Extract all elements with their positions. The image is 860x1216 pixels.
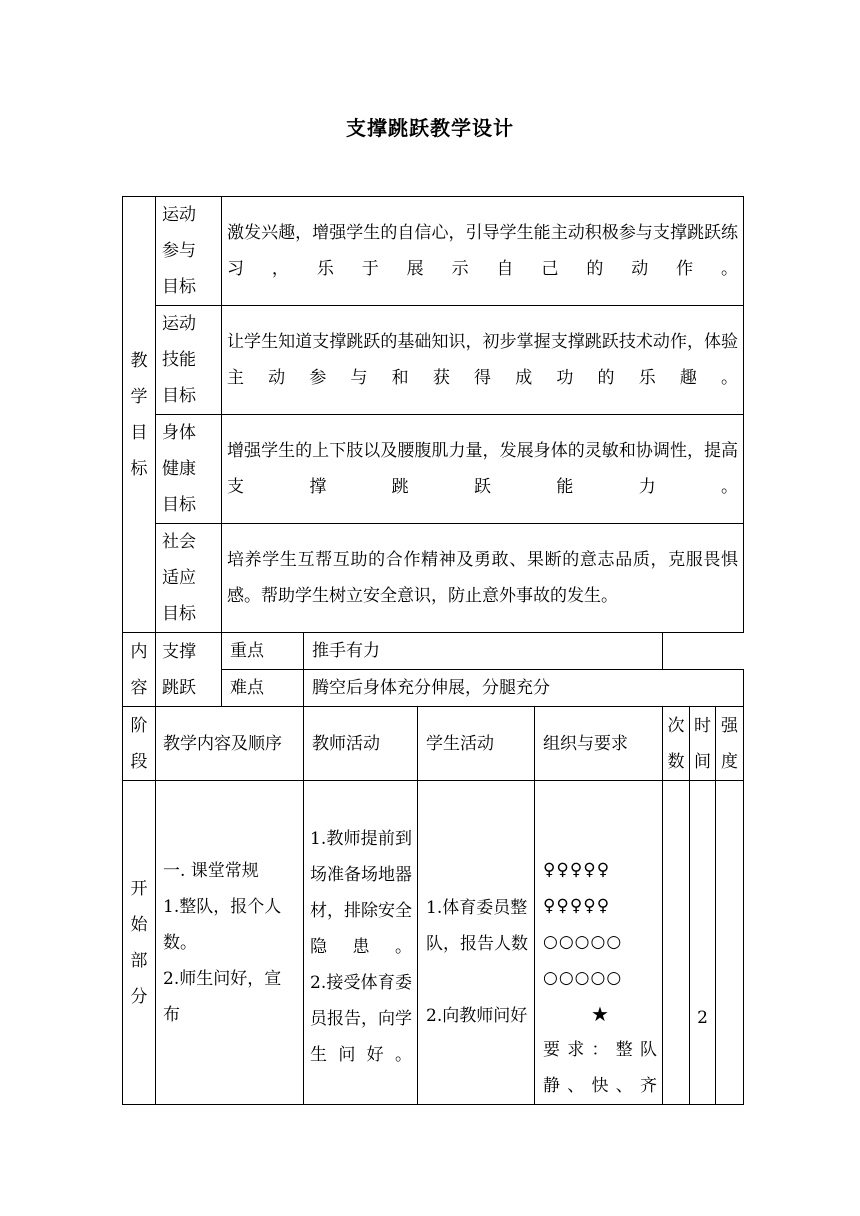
objective-row: [123, 524, 744, 633]
key-point-row: [123, 633, 744, 670]
key-point-label: 重点: [222, 633, 304, 670]
objectives-group-label: 教 学 目 标: [123, 197, 156, 633]
start-org-requirements: [535, 781, 663, 1105]
header-stage: 阶 段: [123, 707, 156, 781]
formation-diagram: ♀♀♀♀♀ ♀♀♀♀♀ ○○○○○ ○○○○○: [543, 860, 623, 988]
objective-label: 运动 参与 目标: [156, 197, 222, 306]
header-times: 次 数: [663, 707, 690, 781]
start-times: [663, 781, 690, 1105]
key-point-text: 推手有力: [304, 633, 663, 670]
objective-row: [123, 306, 744, 415]
objective-text: 激发兴趣，增强学生的自信心，引导学生能主动积极参与支撑跳跃练习，乐于展示自己的动作。: [222, 197, 744, 306]
teacher-step: 2.接受体育委员报告，向学生问好。: [310, 972, 412, 1065]
header-content-order: 教学内容及顺序: [156, 707, 304, 781]
header-intensity: 强 度: [716, 707, 744, 781]
teacher-step: 1.教师提前到场准备场地器材，排除安全隐患。: [310, 828, 412, 957]
start-duration: 2: [690, 781, 716, 1105]
start-student-activity: 1.体育委员整队，报告人数 2.向教师问好: [418, 781, 535, 1105]
content-group-label: 内 容: [123, 633, 156, 707]
start-intensity: [716, 781, 744, 1105]
lesson-plan-table: [122, 196, 744, 1105]
header-student: 学生活动: [418, 707, 535, 781]
table-header-row: [123, 707, 744, 781]
objective-row: [123, 415, 744, 524]
objective-label: 身体 健康 目标: [156, 415, 222, 524]
header-duration: 时 间: [690, 707, 716, 781]
teacher-star-icon: ★: [591, 1002, 609, 1026]
stage-start-label: 开 始 部 分: [123, 781, 156, 1105]
document-title: 支撑跳跃教学设计: [346, 116, 514, 140]
start-teacher-activity: [304, 781, 418, 1105]
objective-text: 培养学生互帮互助的合作精神及勇敢、果断的意志品质，克服畏惧感。帮助学生树立安全意识，防止意外事故的发生。: [222, 524, 744, 633]
blank-cell: [663, 633, 744, 670]
objective-label: 社会 适应 目标: [156, 524, 222, 633]
org-requirement-text: 要求：整队静、快、齐: [543, 1040, 657, 1096]
objective-row: [123, 197, 744, 306]
objective-text: 让学生知道支撑跳跃的基础知识，初步掌握支撑跳跃技术动作，体验主动参与和获得成功的乐趣。: [222, 306, 744, 415]
objective-text: 增强学生的上下肢以及腰腹肌力量，发展身体的灵敏和协调性，提高支撑跳跃能力。: [222, 415, 744, 524]
difficulty-text: 腾空后身体充分伸展，分腿充分: [304, 670, 744, 707]
difficulty-label: 难点: [222, 670, 304, 707]
start-section-row: [123, 781, 744, 1105]
start-content: 一. 课堂常规 1.整队，报个人数。 2.师生问好，宣布: [156, 781, 304, 1105]
header-org: 组织与要求: [535, 707, 663, 781]
header-teacher: 教师活动: [304, 707, 418, 781]
objective-label: 运动 技能 目标: [156, 306, 222, 415]
content-topic: 支撑 跳跃: [156, 633, 222, 707]
